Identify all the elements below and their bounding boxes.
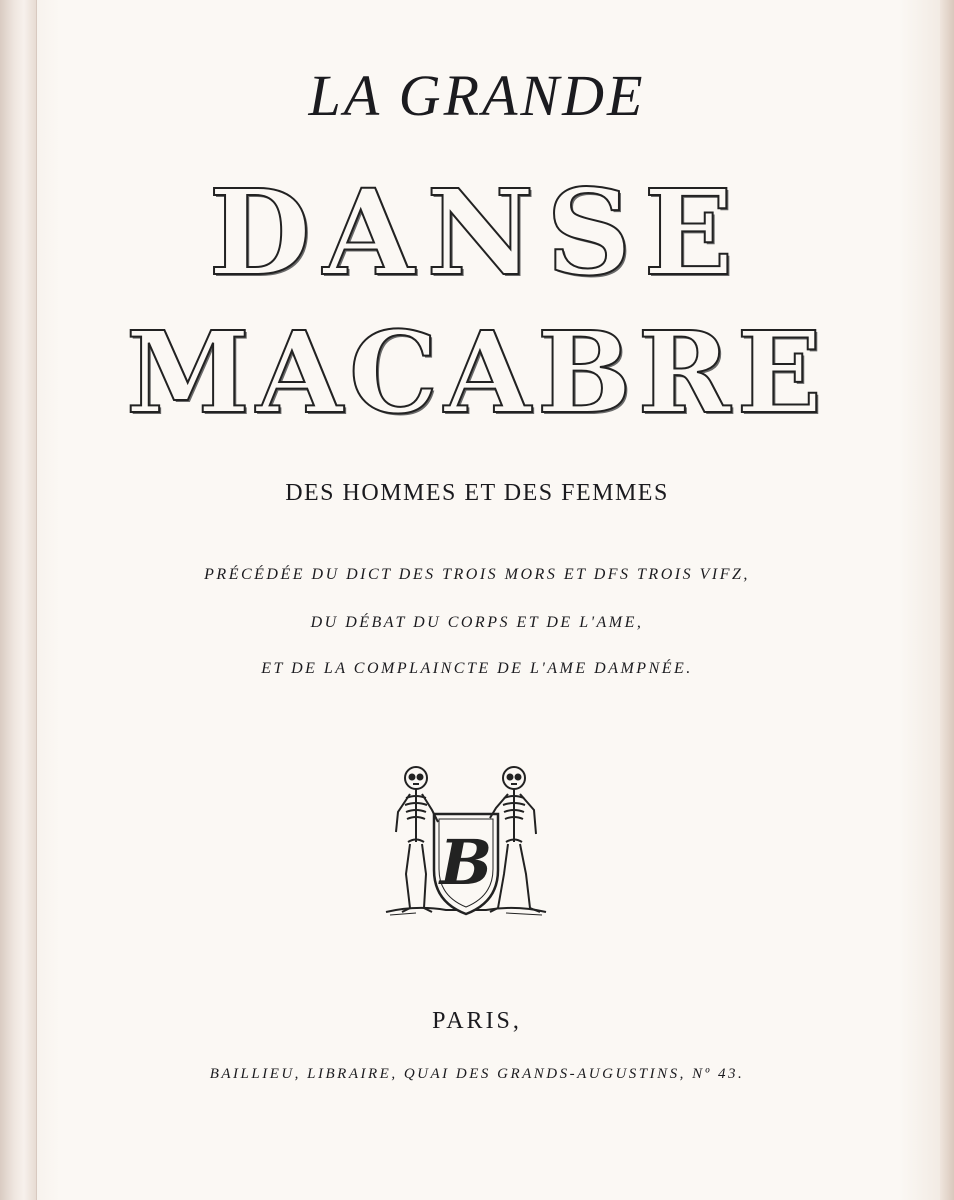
title-line-1: LA GRANDE [308,63,646,128]
description-line-1: PRÉCÉDÉE DU DICT DES TROIS MORS ET DFS TROIS VIFZ, [204,566,750,583]
svg-text:B: B [439,826,493,899]
imprint-publisher: BAILLIEU, LIBRAIRE, QUAI DES GRANDS-AUGUSTINS, Nº 43. [209,1066,745,1082]
description-line-2: DU DÉBAT DU CORPS ET DE L'AME, [310,614,644,631]
title-line-3-ornate: MACABRE [125,308,829,439]
title-line-2-ornate: DANSE [208,163,746,302]
subtitle: DES HOMMES ET DES FEMMES [285,480,669,506]
skeletons-shield-emblem-icon [376,762,556,927]
imprint-city: PARIS, [432,1008,522,1034]
description-line-3: ET DE LA COMPLAINCTE DE L'AME DAMPNÉE. [261,660,693,677]
